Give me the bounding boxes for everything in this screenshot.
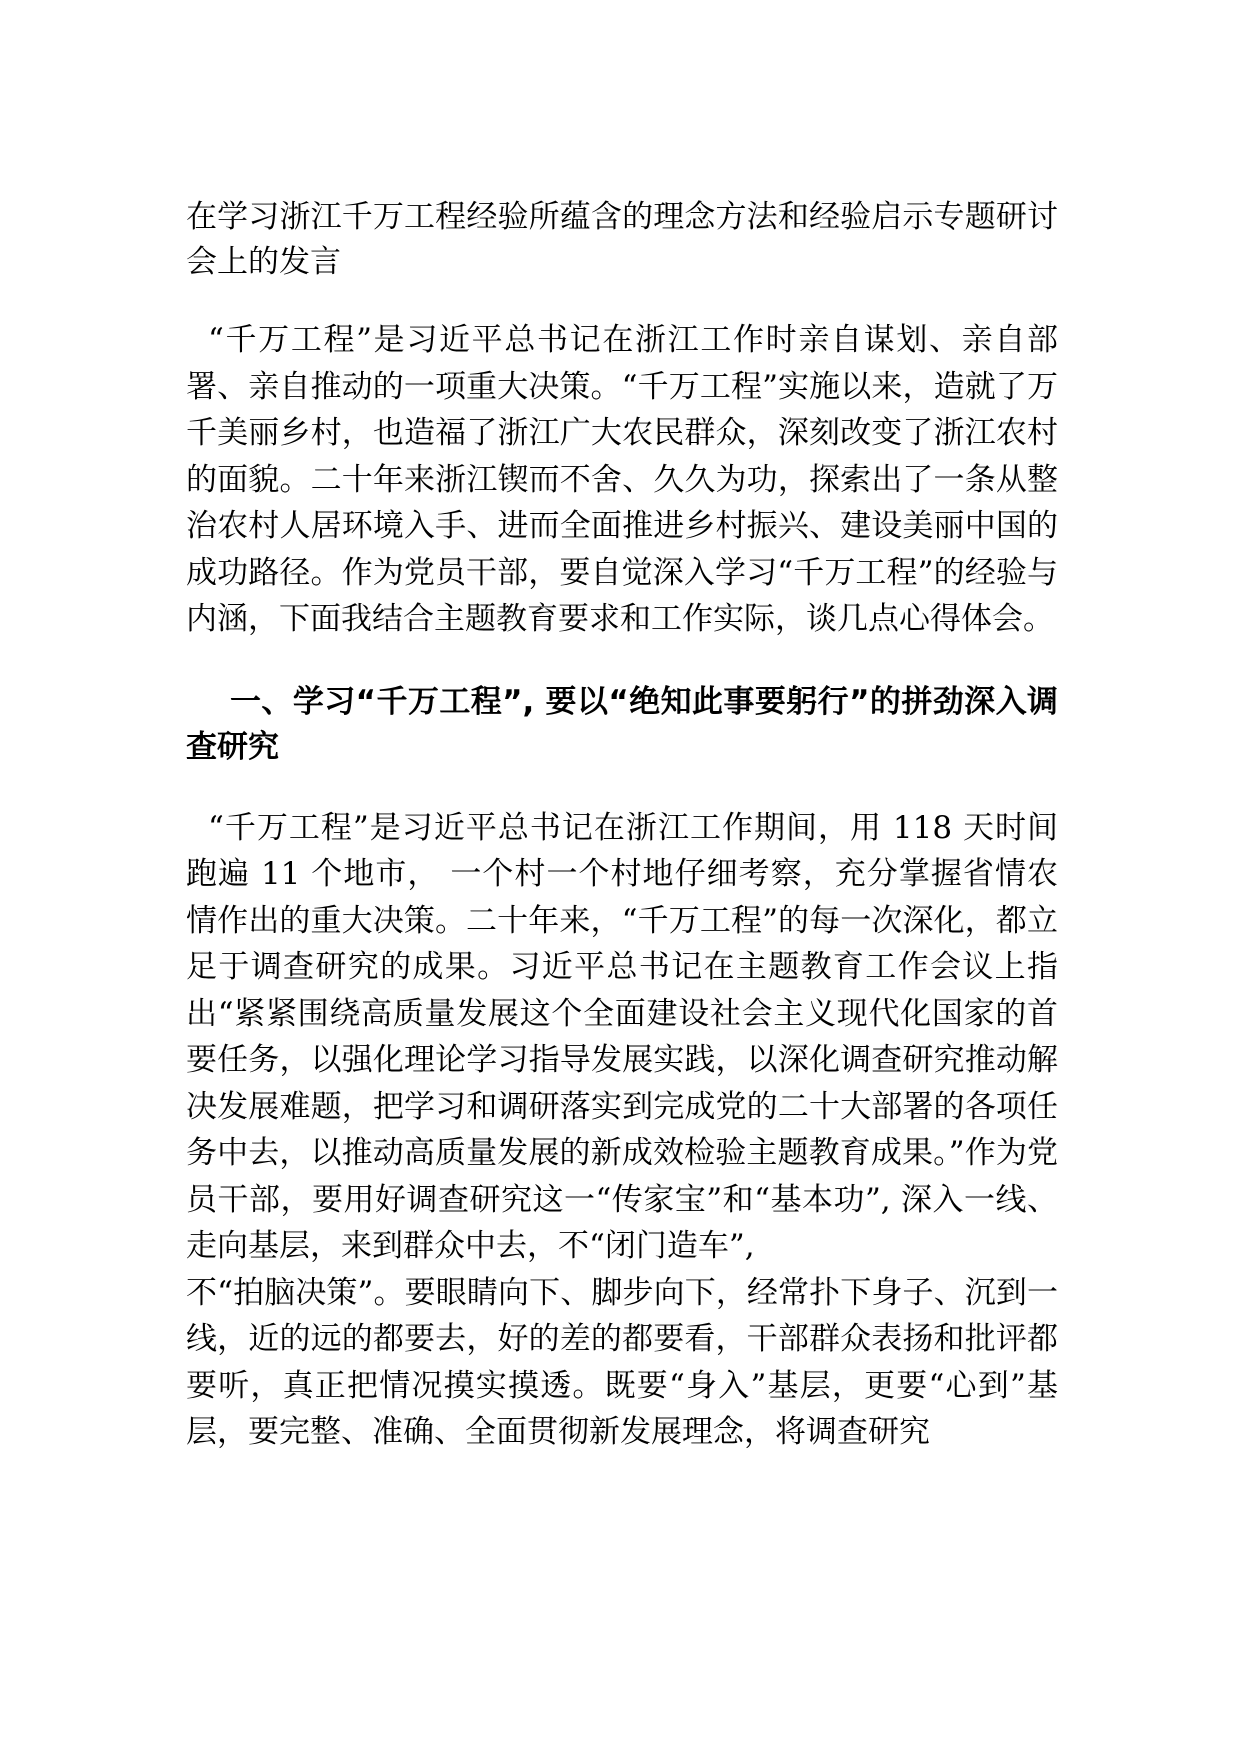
body-paragraph-continued: 不“拍脑决策”。要眼睛向下、脚步向下，经常扑下身子、沉到一线，近的远的都要去，好的差的都要看，干部群众表扬和批评都要听，真正把情况摸实摸透。既要“身入”基层，更要“心到”基层，要完整、准确、全面贯彻新发展理念，将调查研究 [186, 1274, 1058, 1450]
document-title: 在学习浙江千万工程经验所蕴含的理念方法和经验启示专题研讨会上的发言 [186, 199, 1058, 280]
document-page [186, 195, 1058, 1456]
section-heading: 一、学习“千万工程”, 要以“绝知此事要躬行”的拼劲深入调查研究 [186, 683, 1058, 765]
intro-paragraph: “千万工程”是习近平总书记在浙江工作时亲自谋划、亲自部署、亲自推动的一项重大决策。“千万工程”实施以来，造就了万千美丽乡村，也造福了浙江广大农民群众，深刻改变了浙江农村的面貌。二十年来浙江锲而不舍、久久为功，探索出了一条从整治农村人居环境入手、进而全面推进乡村振兴、建设美丽中国的成功路径。作为党员干部，要自觉深入学习“千万工程”的经验与内涵，下面我结合主题教育要求和工作实际，谈几点心得体会。 [186, 322, 1058, 637]
body-paragraph: “千万工程”是习近平总书记在浙江工作期间，用 118 天时间跑遍 11 个地市， 一个村一个村地仔细考察，充分掌握省情农情作出的重大决策。二十年来，“千万工程”的每一次深化，都立足于调查研究的成果。习近平总书记在主题教育工作会议上指出“紧紧围绕高质量发展这个全面建设社会主义现代化国家的首要任务，以强化理论学习指导发展实践，以深化调查研究推动解决发展难题，把学习和调研落实到完成党的二十大部署的各项任务中去，以推动高质量发展的新成效检验主题教育成果。”作为党员干部，要用好调查研究这一“传家宝”和“基本功”, 深入一线、走向基层，来到群众中去，不“闭门造车”, [186, 809, 1058, 1264]
